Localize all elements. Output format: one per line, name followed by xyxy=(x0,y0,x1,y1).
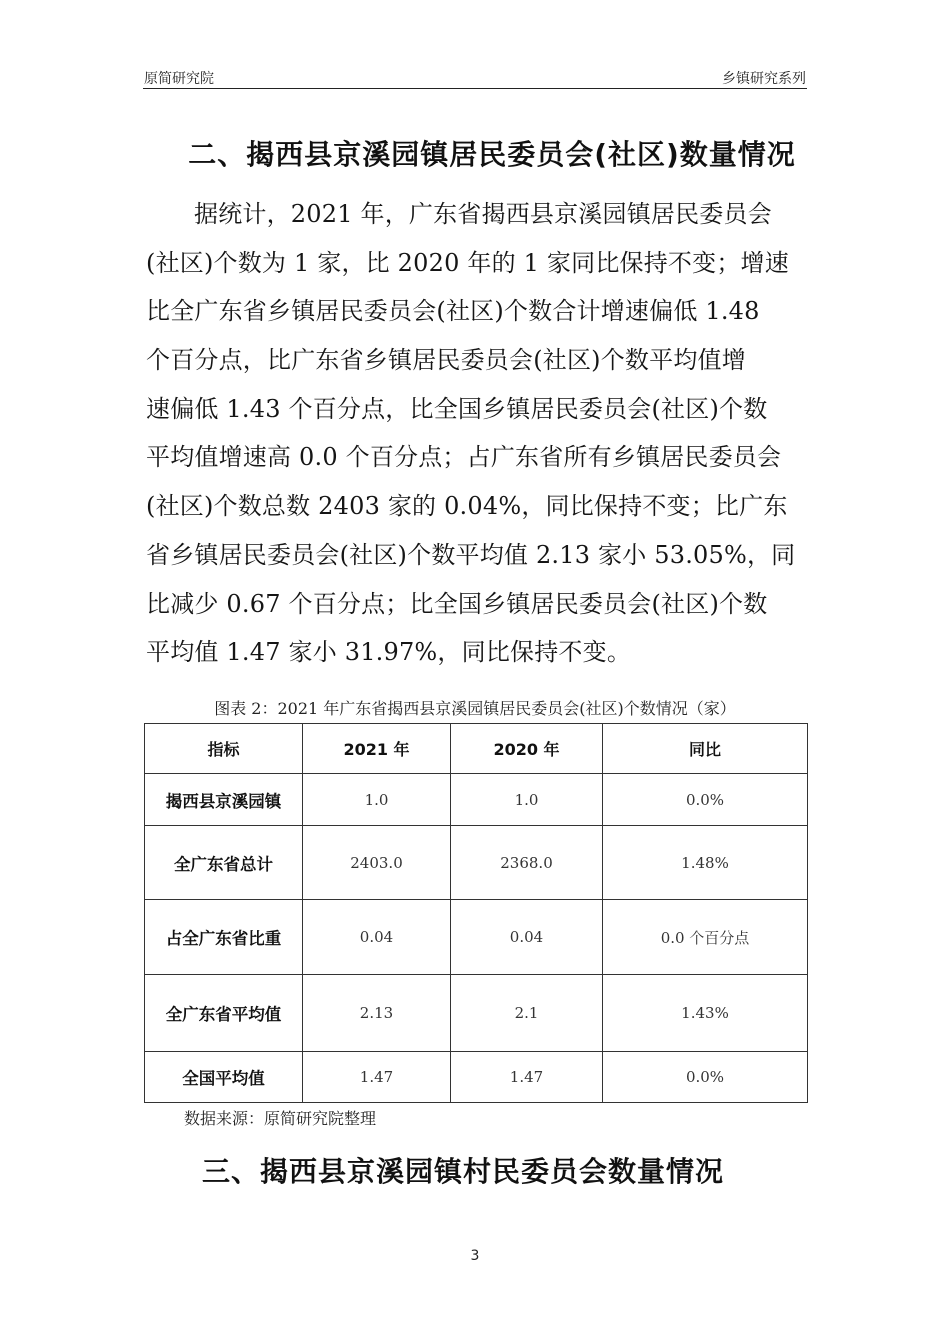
cell-2020: 2.1 xyxy=(451,975,603,1052)
column-header: 同比 xyxy=(603,724,808,774)
cell-2021: 1.0 xyxy=(303,774,451,826)
cell-yoy: 1.48% xyxy=(603,826,808,900)
header-divider xyxy=(143,88,807,89)
paragraph-line: 平均值增速高 0.0 个百分点；占广东省所有乡镇居民委员会 xyxy=(146,443,782,472)
cell-2021: 2.13 xyxy=(303,975,451,1052)
paragraph-line: 速偏低 1.43 个百分点，比全国乡镇居民委员会(社区)个数 xyxy=(146,394,768,423)
row-label: 全广东省平均值 xyxy=(145,975,303,1052)
table-row xyxy=(145,774,808,826)
table-row xyxy=(145,1052,808,1103)
row-label: 占全广东省比重 xyxy=(145,900,303,975)
paragraph-line: 据统计，2021 年，广东省揭西县京溪园镇居民委员会 xyxy=(194,200,772,228)
table-header-row xyxy=(145,724,808,774)
cell-yoy: 1.43% xyxy=(603,975,808,1052)
page-number: 3 xyxy=(470,1248,480,1264)
cell-2020: 1.47 xyxy=(451,1052,603,1103)
paragraph-line: 比全广东省乡镇居民委员会(社区)个数合计增速偏低 1.48 xyxy=(146,297,760,326)
paragraph-line: 比减少 0.67 个百分点；比全国乡镇居民委员会(社区)个数 xyxy=(146,589,768,618)
cell-yoy: 0.0% xyxy=(603,1052,808,1103)
cell-2021: 1.47 xyxy=(303,1052,451,1103)
paragraph-line: (社区)个数总数 2403 家的 0.04%，同比保持不变；比广东 xyxy=(146,492,788,521)
column-header: 2020 年 xyxy=(451,724,603,774)
data-source-note: 数据来源：原简研究院整理 xyxy=(184,1109,377,1128)
column-header: 指标 xyxy=(145,724,303,774)
paragraph-line: 个百分点，比广东省乡镇居民委员会(社区)个数平均值增 xyxy=(146,346,746,375)
paragraph-line: 省乡镇居民委员会(社区)个数平均值 2.13 家小 53.05%，同 xyxy=(146,540,796,569)
row-label: 全国平均值 xyxy=(145,1052,303,1103)
table-caption: 图表 2：2021 年广东省揭西县京溪园镇居民委员会(社区)个数情况（家） xyxy=(214,699,736,718)
cell-2020: 1.0 xyxy=(451,774,603,826)
cell-yoy: 0.0% xyxy=(603,774,808,826)
row-label: 揭西县京溪园镇 xyxy=(145,774,303,826)
cell-2020: 2368.0 xyxy=(451,826,603,900)
table-row xyxy=(145,826,808,900)
table-row xyxy=(145,900,808,975)
cell-2021: 2403.0 xyxy=(303,826,451,900)
section-2-paragraph xyxy=(146,190,808,677)
paragraph-line: 平均值 1.47 家小 31.97%，同比保持不变。 xyxy=(146,638,632,667)
section-3-title: 三、揭西县京溪园镇村民委员会数量情况 xyxy=(202,1155,725,1188)
header-right-label: 乡镇研究系列 xyxy=(722,71,806,87)
cell-2020: 0.04 xyxy=(451,900,603,975)
table-row xyxy=(145,975,808,1052)
data-table xyxy=(144,723,808,1103)
row-label: 全广东省总计 xyxy=(145,826,303,900)
paragraph-line: (社区)个数为 1 家，比 2020 年的 1 家同比保持不变；增速 xyxy=(146,248,789,277)
cell-yoy: 0.0 个百分点 xyxy=(603,900,808,975)
column-header: 2021 年 xyxy=(303,724,451,774)
header-left-label: 原简研究院 xyxy=(144,71,214,87)
section-2-title: 二、揭西县京溪园镇居民委员会(社区)数量情况 xyxy=(188,138,796,171)
cell-2021: 0.04 xyxy=(303,900,451,975)
